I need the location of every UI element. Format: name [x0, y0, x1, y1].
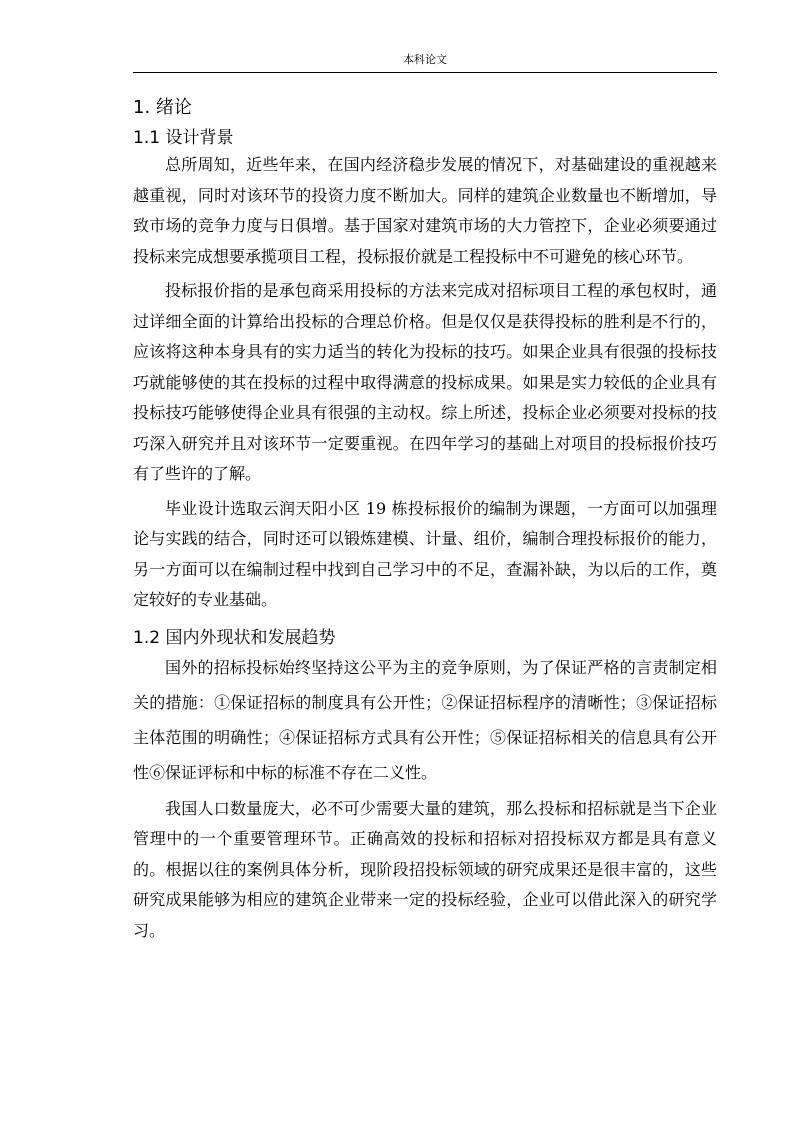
document-body — [133, 96, 717, 946]
chapter-title: 1. 绪论 — [133, 97, 192, 118]
paragraph: 国外的招标投标始终坚持这公平为主的竞争原则，为了保证严格的言责制定相关的措施：①保证招标的制度具有公开性；②保证招标程序的清晰性；③保证招标主体范围的明确性；④保证招标方式具有公开性；⑤保证招标相关的信息具有公开性⑥保证评标和中标的标准不存在二义性。 — [133, 657, 717, 782]
section-title-status-and-trends: 1.2 国内外现状和发展趋势 — [133, 627, 336, 648]
paragraph: 我国人口数量庞大，必不可少需要大量的建筑，那么投标和招标就是当下企业管理中的一个重要管理环节。正确高效的投标和招标对招投标双方都是具有意义的。根据以往的案例具体分析，现阶段招投标领域的研究成果还是很丰富的，这些研究成果能够为相应的建筑企业带来一定的投标经验，企业可以借此深入的研究学习。 — [133, 798, 717, 940]
page-header: 本科论文 — [133, 53, 717, 73]
paragraph: 毕业设计选取云润天阳小区 19 栋投标报价的编制为课题，一方面可以加强理论与实践的结合，同时还可以锻炼建模、计量、组价，编制合理投标报价的能力，另一方面可以在编制过程中找到自己学习中的不足，查漏补缺，为以后的工作，奠定较好的专业基础。 — [133, 498, 717, 609]
paragraph: 投标报价指的是承包商采用投标的方法来完成对招标项目工程的承包权时，通过详细全面的计算给出投标的合理总价格。但是仅仅是获得投标的胜利是不行的，应该将这种本身具有的实力适当的转化为投标的技巧。如果企业具有很强的投标技巧就能够使的其在投标的过程中取得满意的投标成果。如果是实力较低的企业具有投标技巧能够使得企业具有很强的主动权。综上所述，投标企业必须要对投标的技巧深入研究并且对该环节一定要重视。在四年学习的基础上对项目的投标报价技巧有了些许的了解。 — [133, 281, 717, 483]
section-title-design-background: 1.1 设计背景 — [133, 128, 234, 148]
paragraph: 总所周知，近些年来，在国内经济稳步发展的情况下，对基础建设的重视越来越重视，同时对该环节的投资力度不断加大。同样的建筑企业数量也不断增加，导致市场的竞争力度与日俱增。基于国家对建筑市场的大力管控下，企业必须要通过投标来完成想要承揽项目工程，投标报价就是工程投标中不可避免的核心环节。 — [133, 155, 717, 266]
